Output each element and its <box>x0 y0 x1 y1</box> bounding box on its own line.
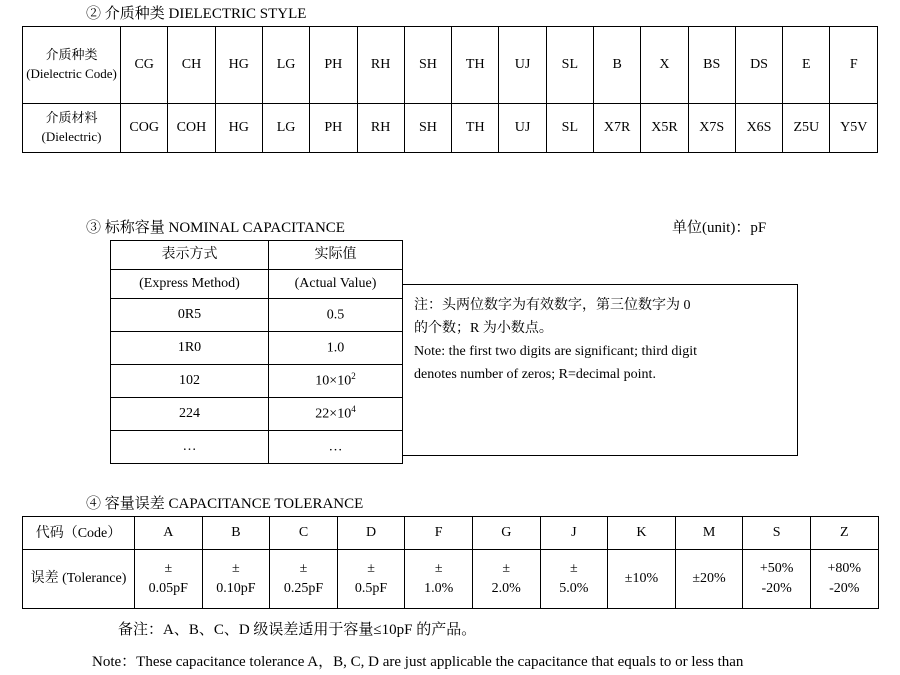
table-cell: X7R <box>593 104 640 153</box>
cell-line1: ± <box>299 560 308 576</box>
table-cell: … <box>111 431 269 464</box>
dielectric-material-header-line2: (Dielectric) <box>41 129 102 144</box>
dielectric-style-table <box>22 26 878 153</box>
cell-value: 0.5 <box>326 307 345 323</box>
cell-line2: 0.05pF <box>148 581 188 596</box>
cell-value: 1.0 <box>326 340 345 356</box>
cell-exponent: 4 <box>351 404 356 415</box>
table-cell: C <box>270 517 338 550</box>
cell-line1: +80% <box>827 560 862 576</box>
code-row-header: 代码（Code） <box>23 517 135 550</box>
table-cell: F <box>405 517 473 550</box>
nominal-capacitance-note-box <box>402 284 798 456</box>
cell-line1: ± <box>367 560 375 576</box>
cell-line1: ± <box>434 560 443 576</box>
footnote-chinese: 备注：A、B、C、D 级误差适用于容量≤10pF 的产品。 <box>118 622 477 638</box>
cell-exponent: 2 <box>351 371 356 382</box>
table-cell: X5R <box>641 104 688 153</box>
table-cell: CH <box>168 27 215 104</box>
table-cell: DS <box>735 27 782 104</box>
table-cell <box>810 550 878 609</box>
table-cell: X6S <box>735 104 782 153</box>
table-cell: 1R0 <box>111 332 269 365</box>
table-cell <box>540 550 608 609</box>
table-cell: Z5U <box>783 104 830 153</box>
table-cell <box>743 550 811 609</box>
dielectric-code-header-line2: (Dielectric <box>26 66 82 81</box>
cell-line2: -20% <box>829 581 860 596</box>
table-row <box>23 104 878 153</box>
table-cell: TH <box>452 27 499 104</box>
cell-line2: -20% <box>761 581 792 596</box>
table-cell <box>269 332 403 365</box>
table-row <box>111 365 403 398</box>
cell-line2: 0.25pF <box>283 581 324 596</box>
section-4-heading: ④ 容量误差 CAPACITANCE TOLERANCE <box>86 496 364 512</box>
table-cell: D <box>337 517 405 550</box>
note-en-line1: Note: the first two digits are significant; third digit <box>414 344 698 359</box>
table-cell: M <box>675 517 743 550</box>
table-row <box>23 517 879 550</box>
table-cell: COG <box>121 104 168 153</box>
cell-line1: ±20% <box>692 570 726 586</box>
table-cell: X7S <box>688 104 735 153</box>
cell-line2: 2.0% <box>491 581 521 596</box>
cell-line1: +50% <box>759 560 794 576</box>
table-cell: SH <box>404 104 451 153</box>
table-cell: A <box>135 517 203 550</box>
express-method-header-cn: 表示方式 <box>111 241 269 270</box>
table-cell: HG <box>215 104 262 153</box>
table-cell: SH <box>404 27 451 104</box>
table-cell: UJ <box>499 104 546 153</box>
table-cell: COH <box>168 104 215 153</box>
table-cell <box>405 550 473 609</box>
note-en-line2: denotes number of zeros; R=decimal point. <box>414 367 656 382</box>
table-cell: RH <box>357 104 404 153</box>
dielectric-code-header-line1: 介质种类 <box>45 47 98 63</box>
table-cell <box>269 431 403 464</box>
table-cell <box>608 550 676 609</box>
table-cell: UJ <box>499 27 546 104</box>
table-cell: E <box>783 27 830 104</box>
tolerance-row-header <box>23 550 135 609</box>
cell-line2: 0.5pF <box>354 581 388 596</box>
table-cell <box>202 550 270 609</box>
table-cell: 102 <box>111 365 269 398</box>
note-cn-line1: 注：头两位数字为有效数字，第三位数字为 0 <box>414 298 691 313</box>
table-cell: B <box>202 517 270 550</box>
cell-line1: ± <box>164 560 173 576</box>
table-cell: X <box>641 27 688 104</box>
section-3-heading: ③ 标称容量 NOMINAL CAPACITANCE <box>86 220 345 236</box>
table-cell: HG <box>215 27 262 104</box>
table-cell: S <box>743 517 811 550</box>
table-cell: TH <box>452 104 499 153</box>
nominal-capacitance-table <box>110 240 403 464</box>
table-cell: LG <box>262 104 309 153</box>
table-cell: G <box>472 517 540 550</box>
dielectric-material-header-line1: 介质材料 <box>45 110 98 126</box>
table-cell: Y5V <box>830 104 878 153</box>
table-cell <box>269 365 403 398</box>
table-row <box>111 299 403 332</box>
table-cell: RH <box>357 27 404 104</box>
table-cell <box>269 398 403 431</box>
table-row <box>111 241 403 270</box>
table-cell: SL <box>546 27 593 104</box>
dielectric-material-header <box>23 104 121 153</box>
table-cell: 0R5 <box>111 299 269 332</box>
table-cell <box>337 550 405 609</box>
cell-line2: 0.10pF <box>216 581 256 596</box>
cell-value: … <box>328 439 343 455</box>
table-cell: F <box>830 27 878 104</box>
table-cell: BS <box>688 27 735 104</box>
table-cell: J <box>540 517 608 550</box>
table-cell: B <box>593 27 640 104</box>
table-cell: K <box>608 517 676 550</box>
table-row <box>111 270 403 299</box>
tolerance-row-header-en: (Tolerance) <box>62 570 127 586</box>
table-cell: SL <box>546 104 593 153</box>
express-method-header-en: (Express Method) <box>111 270 269 299</box>
table-cell <box>135 550 203 609</box>
cell-line1: ± <box>232 560 240 576</box>
cell-value: 10×10 <box>315 373 352 389</box>
capacitance-tolerance-table <box>22 516 879 609</box>
footnote-english: Note：These capacitance tolerance A，B, C, D are just applicable the capacitance that equals to or less than <box>92 654 744 670</box>
section-2-heading: ② 介质种类 DIELECTRIC STYLE <box>86 6 307 22</box>
table-row <box>111 431 403 464</box>
cell-line2: 1.0% <box>424 581 454 596</box>
actual-value-header-en: (Actual Value) <box>269 270 403 299</box>
cell-value: 22×10 <box>315 406 352 422</box>
tolerance-row-header-cn: 误差 <box>30 570 59 586</box>
section-3-unit-label: 单位(unit)：pF <box>672 220 767 236</box>
table-row <box>23 550 879 609</box>
table-cell: PH <box>310 27 357 104</box>
table-cell <box>472 550 540 609</box>
table-cell <box>675 550 743 609</box>
dielectric-code-header <box>23 27 121 104</box>
note-cn-line2: 的个数；R 为小数点。 <box>414 321 553 336</box>
table-cell: 224 <box>111 398 269 431</box>
table-row <box>111 398 403 431</box>
table-row <box>23 27 878 104</box>
dielectric-code-header-line3: Code) <box>85 66 117 81</box>
cell-line1: ± <box>502 560 511 576</box>
cell-line2: 5.0% <box>559 581 589 596</box>
nominal-capacitance-note-text <box>402 285 797 385</box>
cell-line1: ± <box>570 560 578 576</box>
table-cell: PH <box>310 104 357 153</box>
table-cell: Z <box>810 517 878 550</box>
table-row <box>111 332 403 365</box>
table-cell: CG <box>121 27 168 104</box>
table-cell <box>270 550 338 609</box>
cell-line1: ±10% <box>624 570 659 586</box>
table-cell: LG <box>262 27 309 104</box>
actual-value-header-cn: 实际值 <box>269 241 403 270</box>
table-cell <box>269 299 403 332</box>
